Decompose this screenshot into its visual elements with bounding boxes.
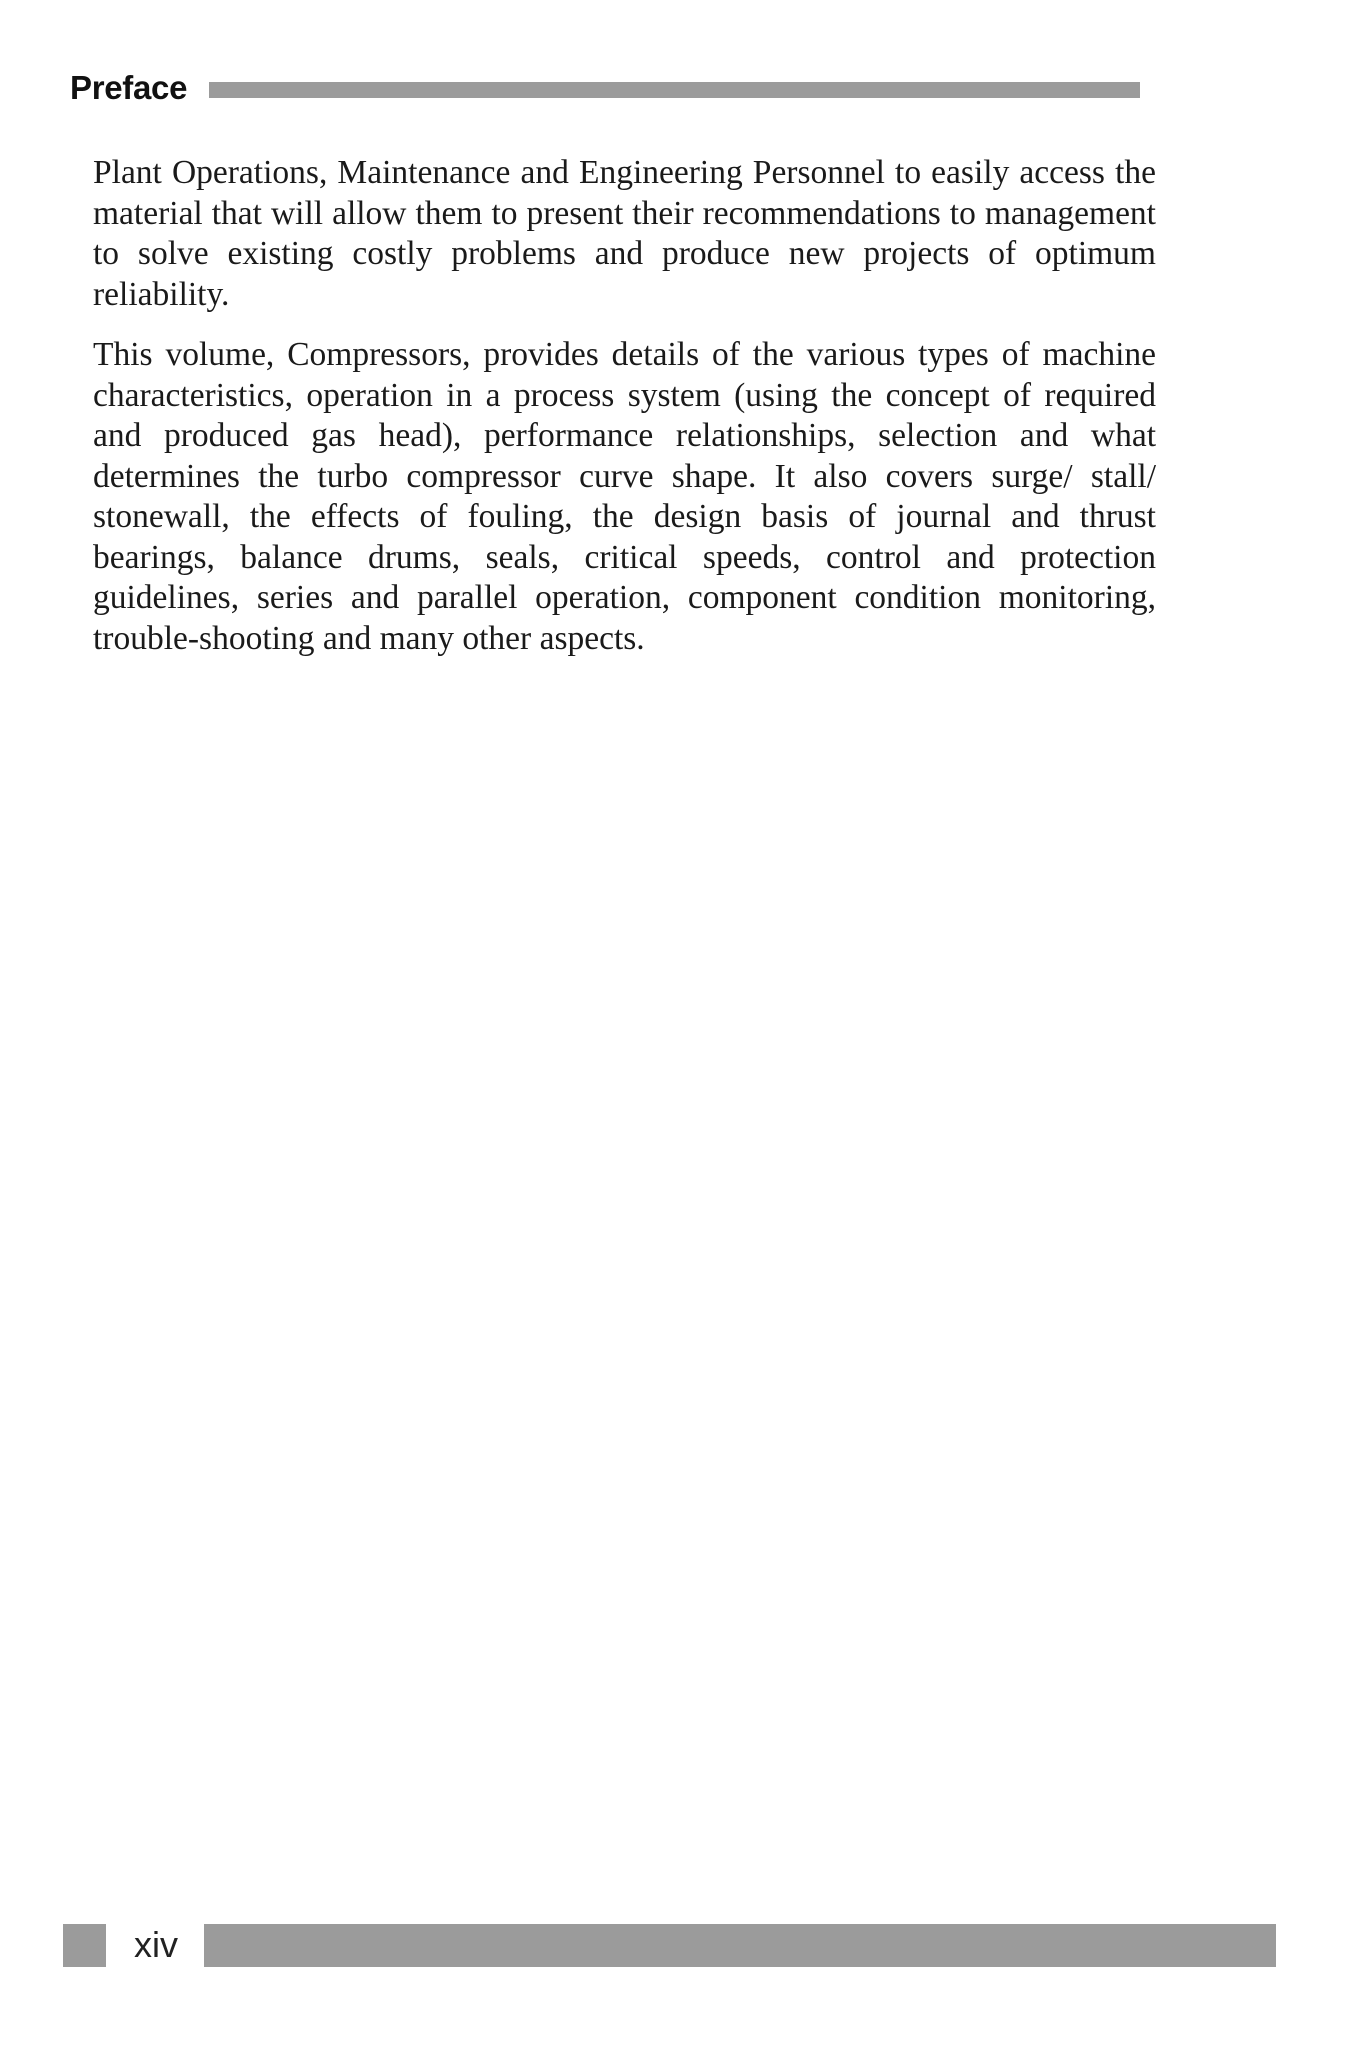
header-rule <box>209 82 1140 98</box>
paragraph-intro: Plant Operations, Maintenance and Engineering Personnel to easily access the material that will allow them to present their recommendations to management to solve existing costly problems and produce new projects of optimum reliability. <box>93 154 1156 313</box>
page-body <box>93 153 1156 679</box>
footer-marker-block <box>63 1924 106 1967</box>
page-number: xiv <box>134 1924 178 1965</box>
paragraph-volume-description: This volume, Compressors, provides details of the various types of machine characteristics, operation in a process system (using the concept of required and produced gas head), performance relationships, selection and what determines the turbo compressor curve shape. It also covers surge/ stall/ stonewall, the effects of fouling, the design basis of journal and thrust bearings, balance drums, seals, critical speeds, control and protection guidelines, series and parallel operation, component condition monitoring, trouble-shooting and many other aspects. <box>93 336 1156 657</box>
running-header <box>70 64 1140 112</box>
section-title: Preface <box>70 69 188 106</box>
footer-rule <box>204 1924 1276 1967</box>
running-footer <box>63 1922 1276 1968</box>
